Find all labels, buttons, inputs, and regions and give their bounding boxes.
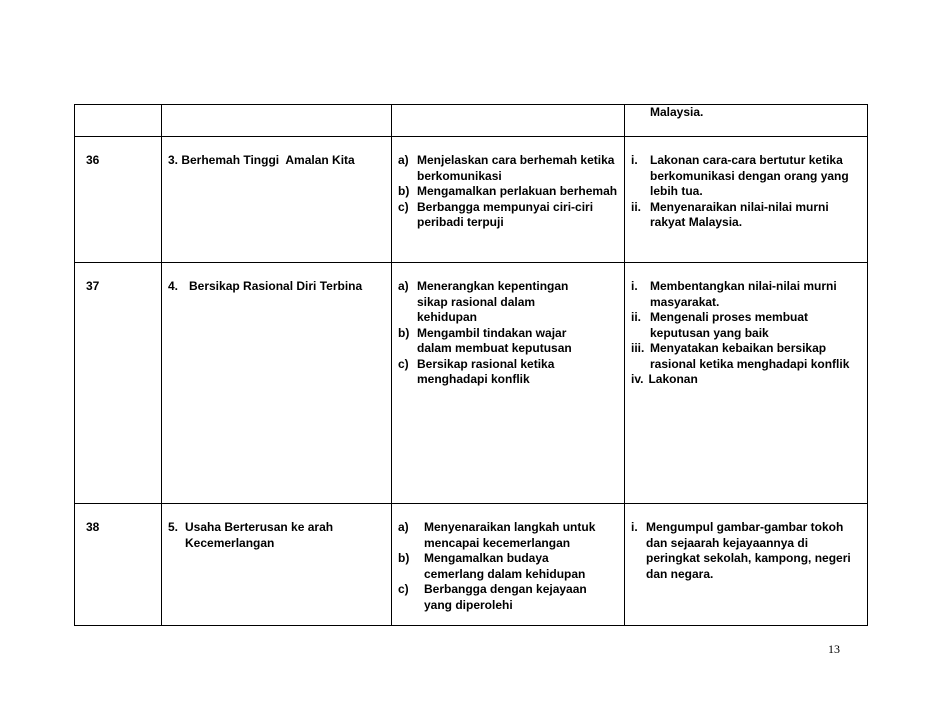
activities-continued-text: Malaysia. <box>650 105 704 119</box>
topic-cell <box>162 137 392 263</box>
syllabus-table <box>74 104 868 626</box>
objective-item: c) Bersikap rasional ketika menghadapi konflik <box>398 356 555 386</box>
objective-item: b) Mengambil tindakan wajar dalam membuat keputusan <box>398 325 572 355</box>
week-number-cell <box>75 504 162 626</box>
page-number: 13 <box>828 642 840 656</box>
activity-item: i. Lakonan cara-cara bertutur ketika berkomunikasi dengan orang yang lebih tua. <box>631 153 849 198</box>
objectives-cell <box>392 105 625 137</box>
activities-cell <box>625 105 868 137</box>
objective-item: b) Mengamalkan budaya cemerlang dalam kehidupan <box>398 551 586 581</box>
activity-item: iii. Menyatakan kebaikan bersikap rasional ketika menghadapi konflik <box>631 341 850 371</box>
activity-item: iv. Lakonan <box>631 372 698 386</box>
topic-cell <box>162 263 392 504</box>
activity-item: ii. Mengenali proses membuat keputusan yang baik <box>631 310 809 340</box>
table-row <box>75 105 868 137</box>
objective-item: b) Mengamalkan perlakuan berhemah <box>398 184 618 198</box>
week-number: 37 <box>86 279 100 293</box>
topic-title: 4. Bersikap Rasional Diri Terbina <box>168 279 363 293</box>
objectives-cell <box>392 137 625 263</box>
week-number-cell <box>75 105 162 137</box>
activities-cell <box>625 263 868 504</box>
week-number-cell <box>75 263 162 504</box>
objectives-cell <box>392 263 625 504</box>
topic-title: 5. Usaha Berterusan ke arah Kecemerlangan <box>168 520 334 550</box>
topic-title: 3. Berhemah Tinggi Amalan Kita <box>168 153 355 167</box>
activity-item: i. Membentangkan nilai-nilai murni masyarakat. <box>631 279 837 309</box>
objective-item: a) Menjelaskan cara berhemah ketika berkomunikasi <box>398 153 615 183</box>
topic-cell <box>162 105 392 137</box>
table-row <box>75 137 868 263</box>
objective-item: c) Berbangga dengan kejayaan yang diperolehi <box>398 582 587 612</box>
activity-item: i. Mengumpul gambar-gambar tokoh dan sejaarah kejayaannya di peringkat sekolah, kampong, negeri dan negara. <box>631 520 851 581</box>
objective-item: c) Berbangga mempunyai ciri-ciri peribadi terpuji <box>398 199 594 229</box>
topic-cell <box>162 504 392 626</box>
week-number: 36 <box>86 153 100 167</box>
table-row <box>75 263 868 504</box>
activity-item: ii. Menyenaraikan nilai-nilai murni rakyat Malaysia. <box>631 199 829 229</box>
objectives-cell <box>392 504 625 626</box>
activities-cell <box>625 504 868 626</box>
week-number-cell <box>75 137 162 263</box>
objective-item: a) Menerangkan kepentingan sikap rasional dalam kehidupan <box>398 279 569 324</box>
activities-cell <box>625 137 868 263</box>
table-row <box>75 504 868 626</box>
objective-item: a) Menyenaraikan langkah untuk mencapai kecemerlangan <box>398 520 596 550</box>
week-number: 38 <box>86 520 100 534</box>
